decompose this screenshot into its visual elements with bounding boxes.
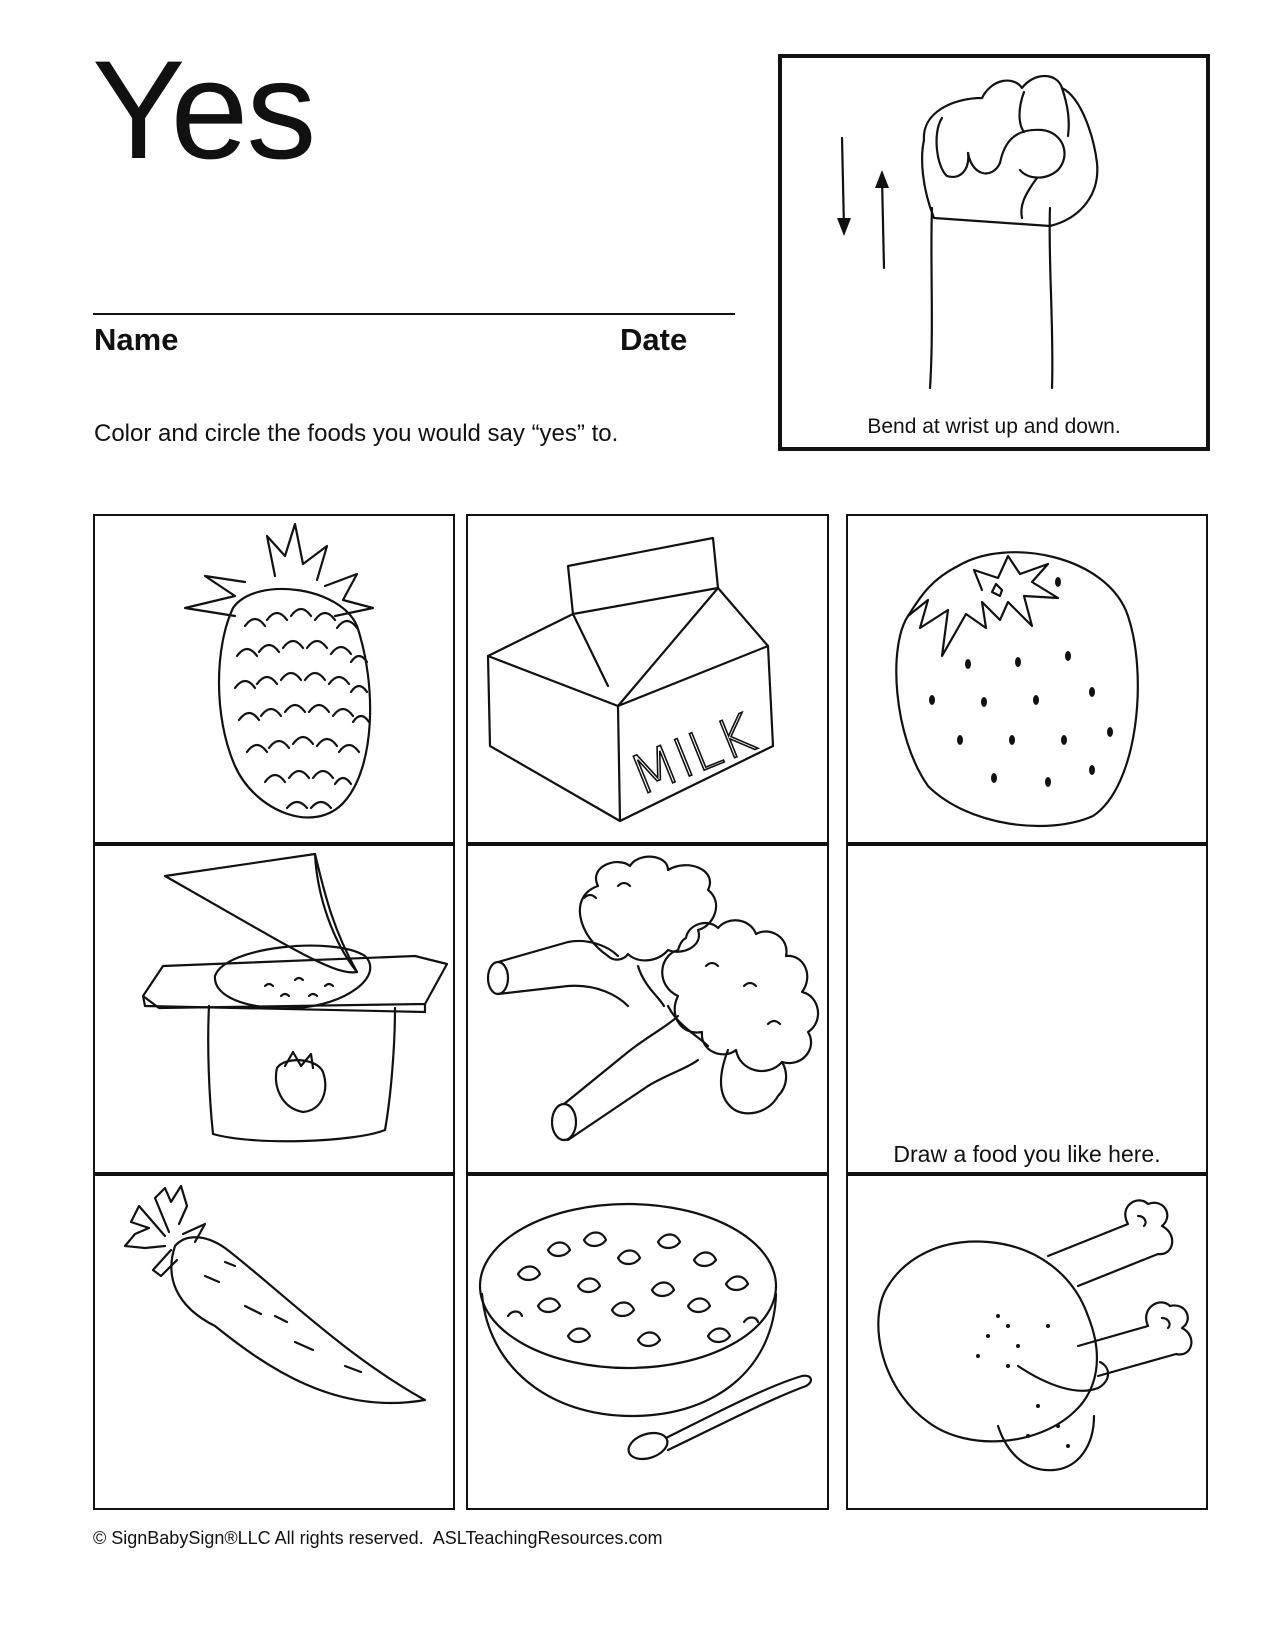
draw-caption: Draw a food you like here. [893, 1141, 1161, 1167]
fist-hand-icon [782, 58, 1206, 447]
milk-carton-icon [468, 516, 831, 846]
footer [93, 1528, 663, 1549]
milk-label: MILK [621, 701, 764, 809]
food-cell-raspberry[interactable] [93, 514, 455, 844]
food-cell-carrot[interactable] [93, 1174, 455, 1510]
food-cell-yogurt[interactable] [93, 844, 455, 1174]
strawberry-icon [848, 516, 1210, 846]
food-cell-strawberry[interactable] [846, 514, 1208, 844]
broccoli-icon [468, 846, 831, 1176]
sign-caption: Bend at wrist up and down. [867, 415, 1121, 438]
carrot-icon [95, 1176, 457, 1512]
name-label: Name [94, 322, 179, 357]
worksheet-title: Yes [92, 31, 315, 188]
footer-website: ASLTeachingResources.com [432, 1528, 663, 1548]
cereal-bowl-icon [468, 1176, 831, 1512]
yogurt-cup-icon [95, 846, 457, 1176]
food-cell-chicken[interactable] [846, 1174, 1208, 1510]
footer-copyright: © SignBabySign®LLC All rights reserved. [93, 1528, 424, 1548]
food-cell-cereal[interactable] [466, 1174, 829, 1510]
instructions: Color and circle the foods you would say “yes” to. [94, 420, 619, 447]
draw-cell[interactable] [846, 844, 1208, 1174]
food-cell-broccoli[interactable] [466, 844, 829, 1174]
food-cell-milk[interactable] [466, 514, 829, 844]
raspberry-icon [95, 516, 457, 846]
sign-panel [778, 54, 1210, 451]
date-label: Date [620, 322, 688, 357]
chicken-drumsticks-icon [848, 1176, 1210, 1512]
name-date-line [93, 313, 735, 315]
